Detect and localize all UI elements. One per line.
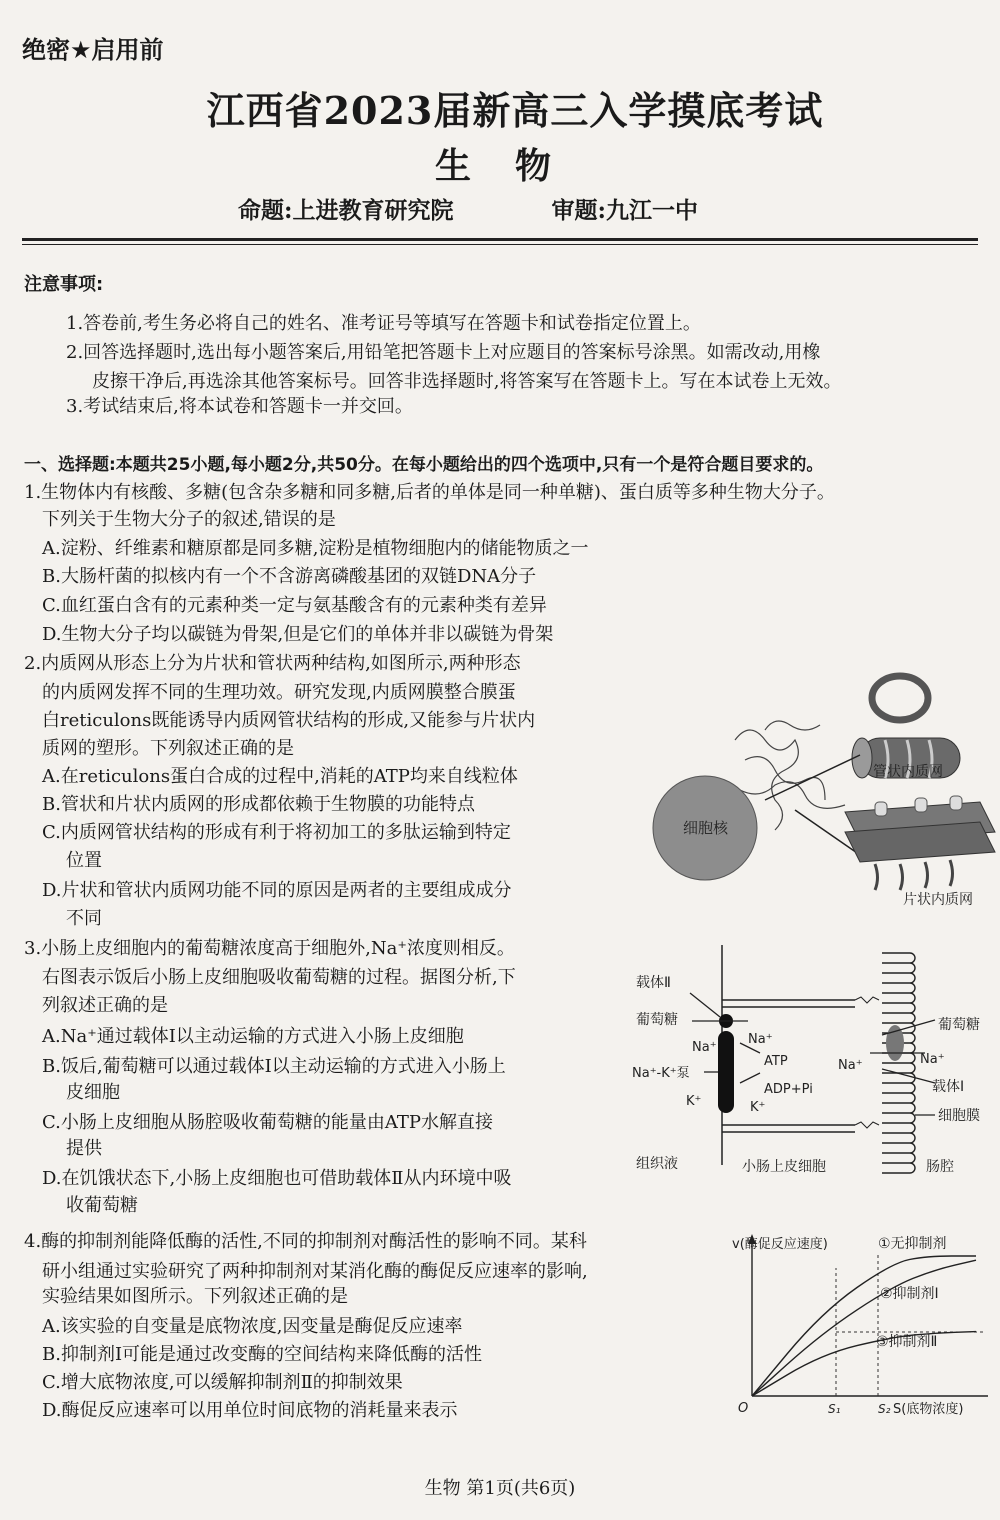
microvilli — [882, 953, 915, 1173]
q1-option-a: A.淀粉、纤维素和糖原都是同多糖,淀粉是植物细胞内的储能物质之一 — [42, 538, 589, 559]
carrier-2-label: 载体Ⅱ — [636, 975, 671, 991]
q1-stem: 1.生物体内有核酸、多糖(包含杂多糖和同多糖,后者的单体是同一种单糖)、蛋白质等多种生物大分子。 — [24, 482, 835, 503]
na-ion-label: Na⁺ — [692, 1040, 717, 1055]
secret-label: 绝密★启用前 — [22, 36, 164, 64]
epithelial-cell-label: 小肠上皮细胞 — [742, 1159, 826, 1175]
q2-option-d-cont: 不同 — [66, 908, 102, 929]
x-tick-label: S₂ — [878, 1402, 891, 1416]
header-rule — [22, 238, 978, 241]
origin-label: O — [738, 1401, 749, 1416]
lumen-label: 肠腔 — [926, 1159, 954, 1175]
reviewer: 审题:九江一中 — [551, 197, 699, 224]
q2-option-d: D.片状和管状内质网功能不同的原因是两者的主要组成成分 — [42, 880, 512, 901]
series-line-1 — [752, 1256, 976, 1396]
q4-option-d: D.酶促反应速率可以用单位时间底物的消耗量来表示 — [42, 1400, 458, 1421]
sheet-er-icon — [845, 796, 995, 890]
subject-title: 生物 — [434, 145, 595, 187]
k-ion-label: K⁺ — [686, 1094, 702, 1109]
series-label: ③抑制剂Ⅱ — [876, 1334, 938, 1350]
k-ion-label: K⁺ — [750, 1100, 766, 1115]
q2-option-c: C.内质网管状结构的形成有利于将初加工的多肽运输到特定 — [42, 822, 511, 843]
q2-line: 白reticulons既能诱导内质网管状结构的形成,又能参与片状内 — [42, 710, 536, 731]
q4-line: 研小组通过实验研究了两种抑制剂对某消化酶的酶促反应速率的影响, — [42, 1261, 588, 1282]
notice-item: 1.答卷前,考生务必将自己的姓名、准考证号等填写在答题卡和试卷指定位置上。 — [66, 313, 701, 334]
series-line-3 — [752, 1332, 976, 1396]
glucose-left-label: 葡萄糖 — [636, 1012, 678, 1028]
adp-label: ADP+Pi — [764, 1082, 813, 1097]
q3-option-d: D.在饥饿状态下,小肠上皮细胞也可借助载体Ⅱ从内环境中吸 — [42, 1168, 512, 1189]
na-ion-label: Na⁺ — [920, 1052, 945, 1067]
q2-option-a: A.在reticulons蛋白合成的过程中,消耗的ATP均来自线粒体 — [42, 766, 518, 787]
q1-stem: 下列关于生物大分子的叙述,错误的是 — [42, 509, 336, 530]
q3-option-a: A.Na⁺通过载体Ⅰ以主动运输的方式进入小肠上皮细胞 — [42, 1026, 464, 1047]
notice-item: 皮擦干净后,再选涂其他答案标号。回答非选择题时,将答案写在答题卡上。写在本试卷上无效。 — [92, 371, 842, 392]
q4-line: 实验结果如图所示。下列叙述正确的是 — [42, 1286, 348, 1307]
x-axis-label: S(底物浓度) — [893, 1402, 964, 1417]
sheet-er-label: 片状内质网 — [903, 892, 973, 908]
nucleus-label: 细胞核 — [683, 819, 729, 837]
x-tick-label: S₁ — [828, 1402, 841, 1416]
q3-line: 3.小肠上皮细胞内的葡萄糖浓度高于细胞外,Na⁺浓度则相反。 — [24, 938, 515, 959]
enzyme-rate-chart — [728, 1228, 1000, 1418]
q2-option-c-cont: 位置 — [66, 850, 102, 871]
q1-option-c: C.血红蛋白含有的元素种类一定与氨基酸含有的元素种类有差异 — [42, 595, 547, 616]
authors — [238, 192, 788, 225]
transport-figure — [630, 935, 1000, 1180]
notice-heading: 注意事项: — [24, 274, 104, 295]
na-ion-label: Na⁺ — [838, 1058, 863, 1073]
header-rule-thin — [22, 244, 978, 245]
notice-item: 3.考试结束后,将本试卷和答题卡一并交回。 — [66, 396, 413, 417]
atp-label: ATP — [764, 1054, 788, 1069]
q4-option-a: A.该实验的自变量是底物浓度,因变量是酶促反应速率 — [42, 1316, 463, 1337]
carrier-1-icon — [886, 1025, 904, 1061]
er-figure — [645, 660, 1000, 920]
q3-line: 右图表示饭后小肠上皮细胞吸收葡萄糖的过程。据图分析,下 — [42, 967, 516, 988]
tubular-er-label: 管状内质网 — [873, 764, 943, 780]
q3-option-c: C.小肠上皮细胞从肠腔吸收葡萄糖的能量由ATP水解直接 — [42, 1112, 493, 1133]
page-footer: 生物 第1页(共6页) — [424, 1478, 576, 1499]
q2-line: 的内质网发挥不同的生理功效。研究发现,内质网膜整合膜蛋 — [42, 682, 516, 703]
series-label: ①无抑制剂 — [878, 1236, 947, 1252]
q4-option-c: C.增大底物浓度,可以缓解抑制剂Ⅱ的抑制效果 — [42, 1372, 403, 1393]
q1-option-d: D.生物大分子均以碳链为骨架,但是它们的单体并非以碳链为骨架 — [42, 624, 554, 645]
q4-option-b: B.抑制剂Ⅰ可能是通过改变酶的空间结构来降低酶的活性 — [42, 1344, 483, 1365]
q3-option-c-cont: 提供 — [66, 1138, 102, 1159]
membrane-label: 细胞膜 — [938, 1108, 980, 1124]
y-axis-label: v(酶促反应速度) — [732, 1237, 828, 1252]
q3-line: 列叙述正确的是 — [42, 995, 168, 1016]
q3-option-b: B.饭后,葡萄糖可以通过载体Ⅰ以主动运输的方式进入小肠上 — [42, 1056, 506, 1077]
notice-item: 2.回答选择题时,选出每小题答案后,用铅笔把答题卡上对应题目的答案标号涂黑。如需改动,用橡 — [66, 342, 821, 363]
carrier-1-label: 载体Ⅰ — [932, 1079, 965, 1095]
glucose-right-label: 葡萄糖 — [938, 1017, 980, 1033]
q2-line: 2.内质网从形态上分为片状和管状两种结构,如图所示,两种形态 — [24, 653, 521, 674]
q4-line: 4.酶的抑制剂能降低酶的活性,不同的抑制剂对酶活性的影响不同。某科 — [24, 1231, 587, 1252]
exam-title: 江西省2023届新高三入学摸底考试 — [206, 88, 824, 133]
er-ring-icon — [872, 676, 928, 720]
q1-option-b: B.大肠杆菌的拟核内有一个不含游离磷酸基团的双链DNA分子 — [42, 566, 537, 587]
author: 命题:上进教育研究院 — [238, 197, 454, 224]
na-k-pump-icon — [718, 1031, 734, 1113]
q3-option-b-cont: 皮细胞 — [66, 1082, 120, 1103]
q3-option-d-cont: 收葡萄糖 — [66, 1195, 138, 1216]
q2-line: 质网的塑形。下列叙述正确的是 — [42, 738, 294, 759]
section-heading: 一、选择题:本题共25小题,每小题2分,共50分。在每小题给出的四个选项中,只有一个是符合题目要求的。 — [24, 455, 824, 475]
na-k-pump-label: Na⁺-K⁺泵 — [632, 1066, 690, 1081]
na-ion-label: Na⁺ — [748, 1032, 773, 1047]
tissue-fluid-label: 组织液 — [636, 1156, 678, 1172]
q2-option-b: B.管状和片状内质网的形成都依赖于生物膜的功能特点 — [42, 794, 475, 815]
series-label: ②抑制剂Ⅰ — [880, 1286, 939, 1302]
